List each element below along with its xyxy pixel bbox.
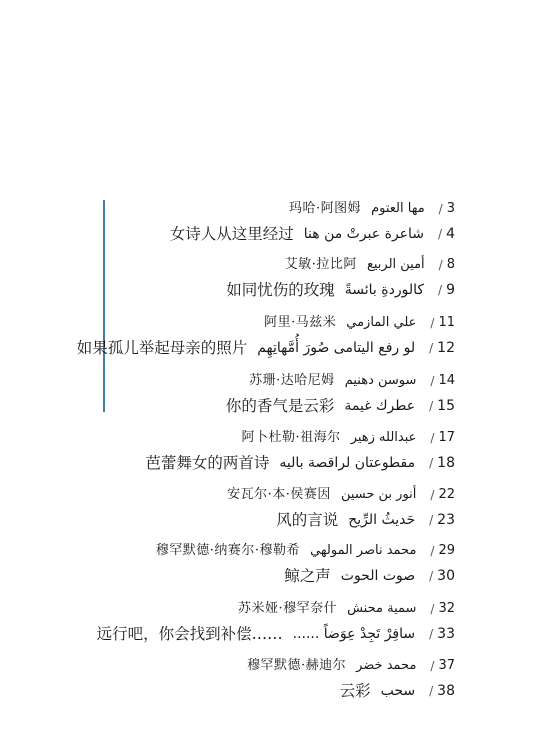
page-number: 37 [438, 657, 455, 673]
toc-title-row [284, 563, 455, 587]
poem-title-ar: صوت الحوت [340, 567, 416, 584]
page-separator: / [438, 201, 443, 216]
poem-title-ar: مقطوعتان لراقصة باليه [279, 454, 416, 471]
page-number: 11 [438, 314, 455, 330]
poem-title-ar: لو رفع اليتامى صُورَ أُمَّهاتِهِم [257, 339, 416, 356]
page-number: 38 [437, 682, 455, 699]
page-number: 17 [438, 429, 455, 445]
poem-title-zh: 远行吧，你会找到补偿…… [96, 624, 283, 643]
toc-title-row [276, 507, 455, 531]
page-number: 33 [437, 625, 455, 642]
author-name-ar: سمية محنش [347, 600, 417, 616]
toc-author-row [227, 482, 455, 506]
toc-author-row [249, 368, 455, 392]
poem-title-ar: شاعرة عبرتْ من هنا [303, 225, 425, 242]
poem-title-ar: سحب [380, 682, 416, 699]
page-separator: / [429, 340, 434, 355]
poem-title-zh: 芭蕾舞女的两首诗 [145, 453, 270, 472]
author-name-ar: أنور بن حسين [340, 486, 417, 502]
author-name-ar: سوسن دهنيم [344, 372, 417, 388]
page-separator: / [430, 543, 435, 558]
author-name-zh: 苏珊·达哈尼姆 [249, 372, 335, 388]
toc-author-row [242, 425, 455, 449]
toc-author-row [264, 310, 455, 334]
poem-title-ar: حَديثُ الرِّيح [348, 511, 416, 528]
poem-title-zh: 如果孤儿举起母亲的照片 [76, 338, 248, 357]
page-separator: / [430, 601, 435, 616]
page-separator: / [430, 373, 435, 388]
poem-title-zh: 女诗人从这里经过 [169, 224, 294, 243]
page-number: 29 [438, 542, 455, 558]
page-separator: / [438, 257, 443, 272]
toc-author-row [285, 252, 455, 276]
author-name-ar: أمين الربيع [366, 256, 425, 272]
page-number: 4 [446, 225, 455, 242]
author-name-zh: 苏米娅·穆罕奈什 [237, 600, 338, 616]
page-number: 14 [438, 372, 455, 388]
toc-title-row [170, 221, 455, 245]
page-separator: / [429, 455, 434, 470]
toc-title-row [97, 621, 455, 645]
poem-title-ar: كالوردةِ بائسةً [344, 281, 425, 298]
page-number: 23 [437, 511, 455, 528]
toc-title-row [226, 277, 455, 301]
page-separator: / [430, 487, 435, 502]
author-name-ar: محمد خضر [356, 657, 417, 673]
page-separator: / [438, 282, 443, 297]
page-number: 15 [437, 397, 455, 414]
page-separator: / [429, 398, 434, 413]
page-number: 12 [437, 339, 455, 356]
author-name-zh: 艾敏·拉比阿 [284, 256, 357, 272]
poem-title-zh: 云彩 [339, 681, 371, 700]
page-number: 8 [446, 256, 455, 272]
page-separator: / [429, 568, 434, 583]
poem-title-ar: سافِرْ تَجِدْ عِوَضاً ...... [292, 625, 416, 642]
poem-title-zh: 如同忧伤的玫瑰 [226, 280, 335, 299]
toc-author-row [156, 538, 455, 562]
author-name-zh: 安瓦尔·本·侯赛因 [227, 486, 331, 502]
toc-author-row [238, 596, 455, 620]
author-name-ar: علي المازمي [346, 314, 417, 330]
page-number: 9 [446, 281, 455, 298]
page-separator: / [429, 512, 434, 527]
author-name-ar: محمد ناصر المولهي [310, 542, 417, 558]
toc-author-row [247, 653, 455, 677]
author-name-ar: عبدالله زهير [350, 429, 417, 445]
author-name-zh: 穆罕默德·赫迪尔 [246, 657, 347, 673]
author-name-zh: 玛哈·阿图姆 [288, 200, 362, 216]
poem-title-zh: 风的言说 [276, 510, 339, 529]
toc-title-row [145, 450, 455, 474]
author-name-zh: 阿卜杜勒·祖海尔 [241, 429, 341, 445]
page-separator: / [430, 430, 435, 445]
author-name-zh: 穆罕默德·纳赛尔·穆勒希 [155, 542, 301, 558]
toc-title-row [226, 393, 455, 417]
page-separator: / [438, 226, 443, 241]
page-separator: / [430, 315, 435, 330]
page-separator: / [429, 626, 434, 641]
poem-title-zh: 鲸之声 [284, 566, 331, 585]
page-number: 18 [437, 454, 455, 471]
poem-title-ar: عطرك غيمة [344, 397, 416, 414]
page-number: 3 [446, 200, 455, 216]
page-number: 22 [438, 486, 455, 502]
poem-title-zh: 你的香气是云彩 [225, 396, 335, 415]
page-separator: / [429, 683, 434, 698]
author-name-ar: مها العتوم [371, 200, 425, 216]
page-number: 30 [437, 567, 455, 584]
toc-title-row [340, 678, 455, 702]
page-separator: / [430, 658, 435, 673]
toc-author-row [289, 196, 455, 220]
toc-title-row [77, 335, 455, 359]
page-number: 32 [438, 600, 455, 616]
author-name-zh: 阿里·马兹米 [264, 314, 337, 330]
